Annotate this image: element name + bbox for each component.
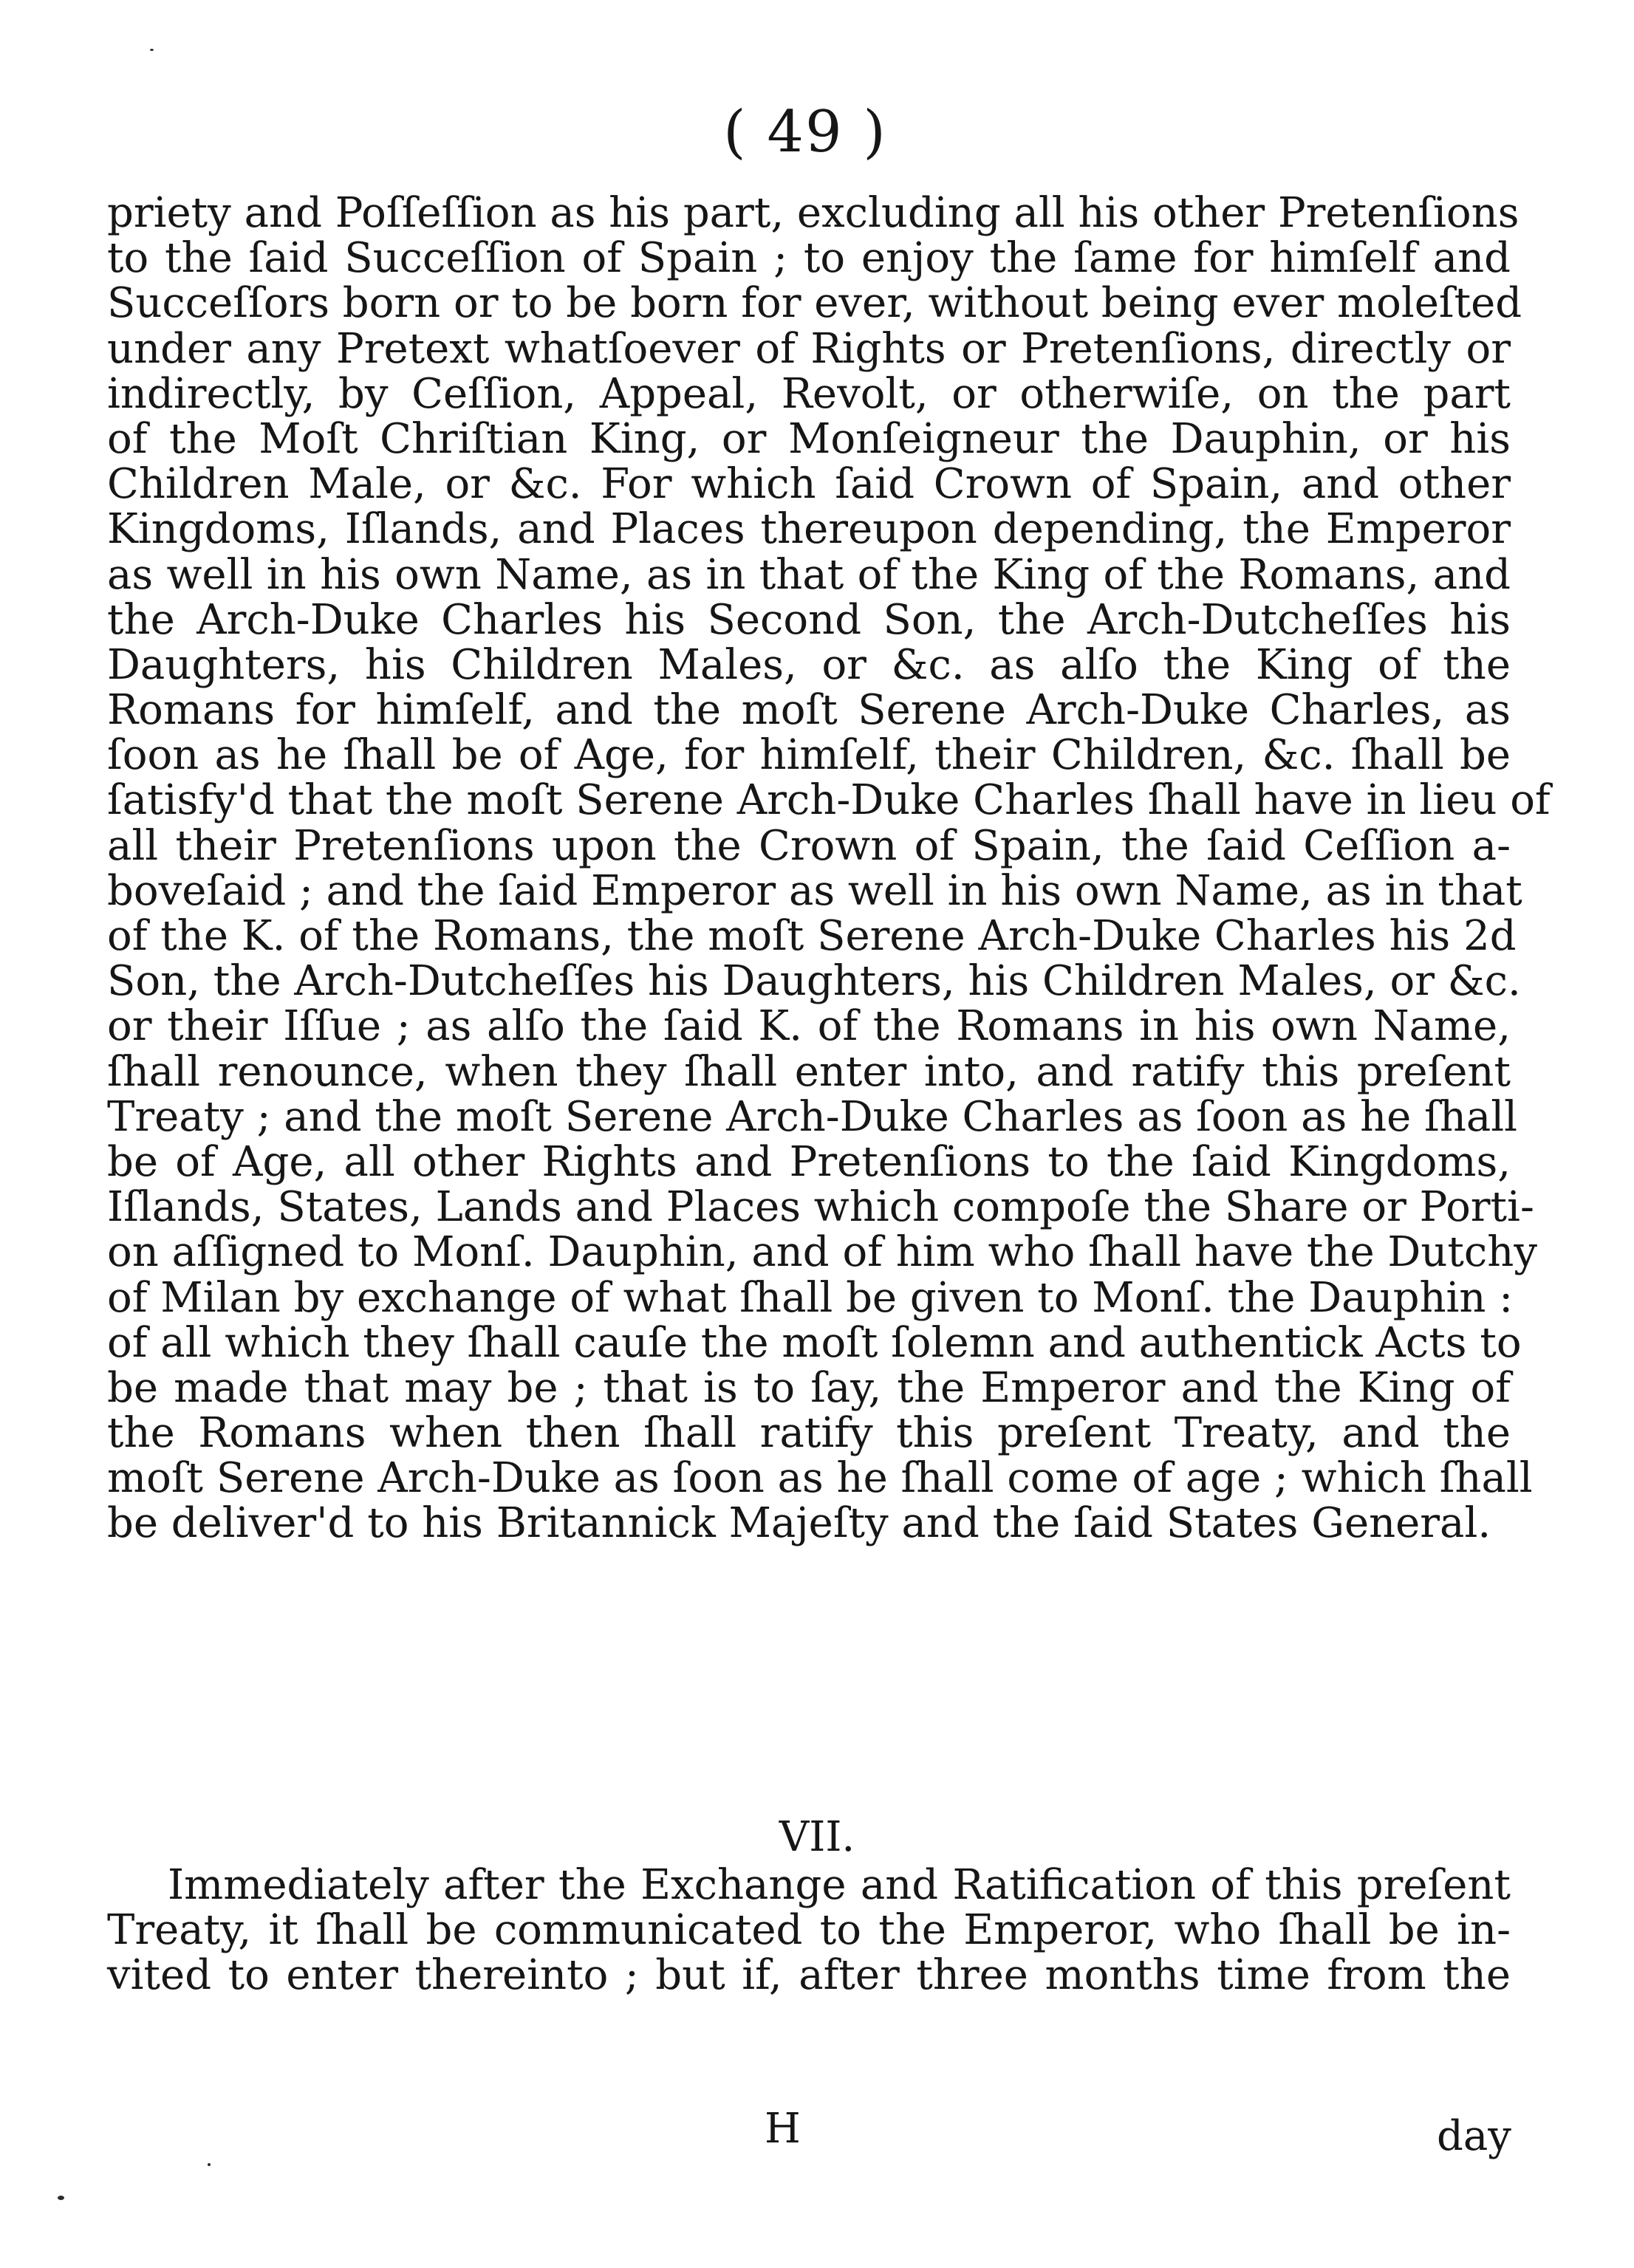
text-line: vited to enter thereinto ; but if, after three months time from the [107,1951,1511,2000]
page-number: ( 49 ) [723,99,887,165]
text-line: ſoon as he ſhall be of Age, for himſelf, their Children, &c. ſhall be [107,731,1511,780]
treaty-paragraph [107,1863,1511,1998]
text-line: Succeſſors born or to be born for ever, without being ever moleſted [107,279,1522,328]
ink-speck [150,49,154,51]
text-line: of the Moſt Chriſtian King, or Monſeigneur the Dauphin, or his [107,414,1511,463]
text-line: of Milan by exchange of what ſhall be given to Monſ. the Dauphin : [107,1273,1514,1322]
text-line: be made that may be ; that is to ſay, the Emperor and the King of [107,1363,1511,1412]
text-line: indirectly, by Ceſſion, Appeal, Revolt, or otherwiſe, on the part [107,369,1511,418]
text-line: under any Pretext whatſoever of Rights or Pretenſions, directly or [107,324,1511,373]
text-line: to the ſaid Succeſſion of Spain ; to enjoy the ſame for himſelf and [107,234,1511,283]
ink-speck [208,2163,211,2166]
text-line: be of Age, all other Rights and Pretenſions to the ſaid Kingdoms, [107,1137,1511,1186]
text-line: ſatisfy'd that the moſt Serene Arch-Duke Charles ſhall have in lieu of [107,776,1551,825]
catchword: day [1437,2112,1511,2160]
treaty-paragraph [107,189,1551,1548]
text-line: of the K. of the Romans, the moſt Serene Arch-Duke Charles his 2d [107,912,1517,960]
text-line: Romans for himſelf, and the moſt Serene Arch-Duke Charles, as [107,686,1511,735]
text-line: as well in his own Name, as in that of the King of the Romans, and [107,550,1511,599]
text-line: Children Male, or &c. For which ſaid Crown of Spain, and other [107,460,1511,509]
text-line: ſhall renounce, when they ſhall enter into, and ratify this preſent [107,1047,1511,1096]
text-line: priety and Poſſeſſion as his part, excluding all his other Pretenſions [107,189,1520,237]
text-line: Daughters, his Children Males, or &c. as alſo the King of the [107,640,1511,689]
text-line: the Arch-Duke Charles his Second Son, the Arch-Dutcheſſes his [107,595,1511,644]
text-line: be deliver'd to his Britannick Majeſty and the ſaid States General. [107,1499,1491,1548]
text-line: Iſlands, States, Lands and Places which compoſe the Share or Porti- [107,1183,1534,1232]
text-line: boveſaid ; and the ſaid Emperor as well in his own Name, as in that [107,866,1522,915]
ink-speck [58,2196,64,2200]
text-line: the Romans when then ſhall ratify this preſent Treaty, and the [107,1409,1511,1458]
text-line: moſt Serene Arch-Duke as ſoon as he ſhall come of age ; which ſhall [107,1454,1533,1503]
text-line: all their Pretenſions upon the Crown of Spain, the ſaid Ceſſion a- [107,821,1511,870]
text-line: Son, the Arch-Dutcheſſes his Daughters, his Children Males, or &c. [107,957,1521,1006]
text-line: or their Iſſue ; as alſo the ſaid K. of the Romans in his own Name, [107,1002,1511,1051]
text-line: Immediately after the Exchange and Ratification of this preſent [168,1861,1511,1909]
text-line: Treaty ; and the moſt Serene Arch-Duke Charles as ſoon as he ſhall [107,1092,1518,1141]
text-line: on aſſigned to Monſ. Dauphin, and of him who ſhall have the Dutchy [107,1228,1537,1277]
text-line: of all which they ſhall cauſe the moſt ſolemn and authentick Acts to [107,1318,1522,1367]
section-heading: VII. [779,1813,855,1861]
signature-mark: H [765,2105,801,2153]
text-line: Kingdoms, Iſlands, and Places thereupon depending, the Emperor [107,505,1511,554]
text-line: Treaty, it ſhall be communicated to the Emperor, who ſhall be in- [107,1906,1511,1955]
